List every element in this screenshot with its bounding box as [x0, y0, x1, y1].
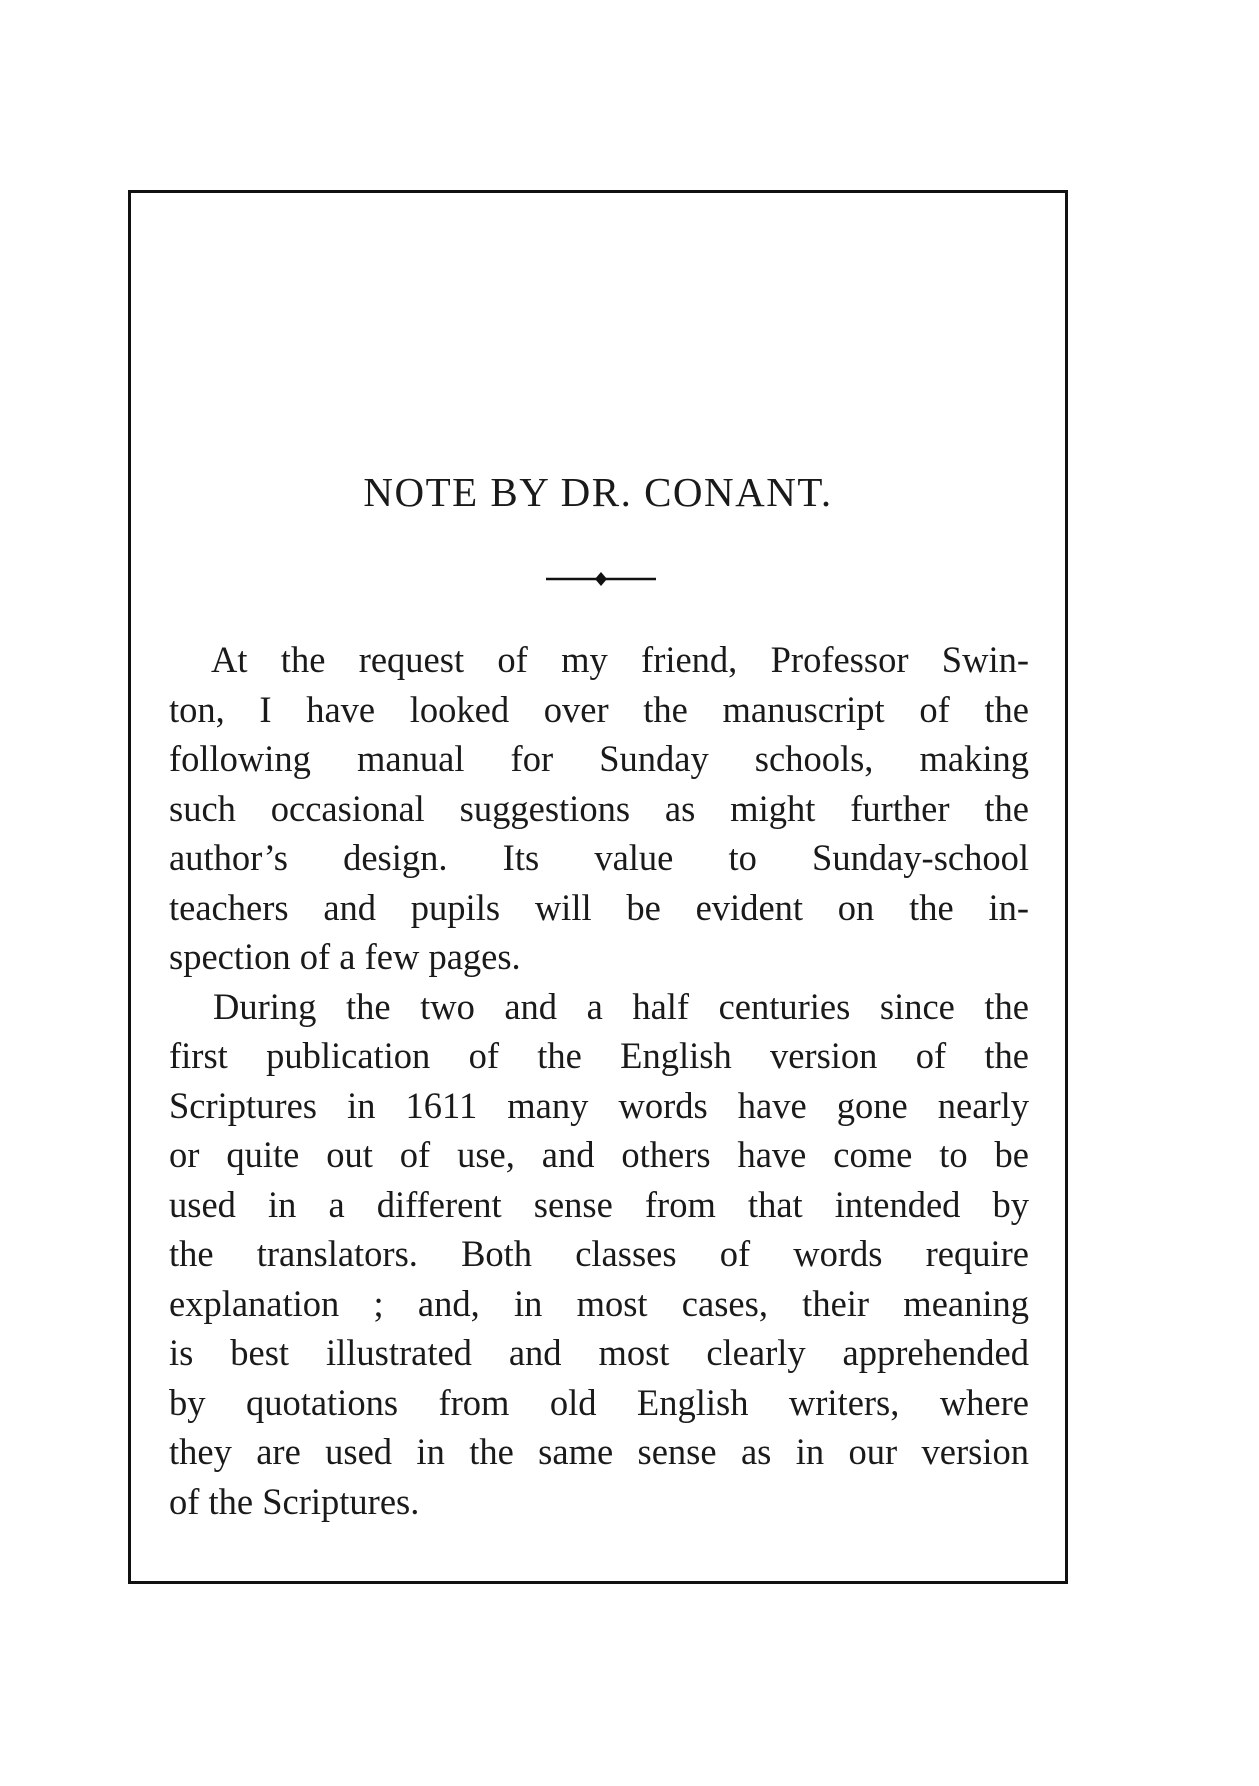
text-line: Scriptures in 1611 many words have gone nearly	[169, 1084, 1029, 1126]
text-line: ton, I have looked over the manuscript of the	[169, 688, 1029, 730]
text-line: During the two and a half centuries since the	[213, 985, 1029, 1027]
text-line: such occasional suggestions as might further the	[169, 787, 1029, 829]
paragraph-1	[169, 635, 1029, 982]
text-line: first publication of the English version of the	[169, 1035, 1029, 1076]
text-line: following manual for Sunday schools, making	[169, 738, 1029, 779]
diamond-rule-icon	[546, 571, 656, 587]
text-line: spection of a few pages.	[169, 936, 521, 977]
page-border-frame	[128, 190, 1068, 1584]
text-line: explanation ; and, in most cases, their meaning	[169, 1282, 1029, 1324]
text-line: or quite out of use, and others have come to be	[169, 1134, 1029, 1175]
paragraph-2	[169, 982, 1029, 1527]
text-line: of the Scriptures.	[169, 1480, 420, 1522]
text-line: author’s design. Its value to Sunday-school	[169, 837, 1029, 878]
text-line: used in a different sense from that intended by	[169, 1183, 1029, 1225]
note-body	[169, 635, 1029, 1526]
text-line: is best illustrated and most clearly apprehended	[169, 1332, 1029, 1373]
text-line: they are used in the same sense as in our version	[169, 1431, 1029, 1472]
text-line: teachers and pupils will be evident on the in-	[169, 886, 1029, 928]
text-line: the translators. Both classes of words require	[169, 1233, 1029, 1274]
text-line: At the request of my friend, Professor Swin-	[211, 639, 1029, 680]
text-line: by quotations from old English writers, where	[169, 1381, 1029, 1423]
page-title: NOTE BY DR. CONANT.	[363, 469, 833, 515]
